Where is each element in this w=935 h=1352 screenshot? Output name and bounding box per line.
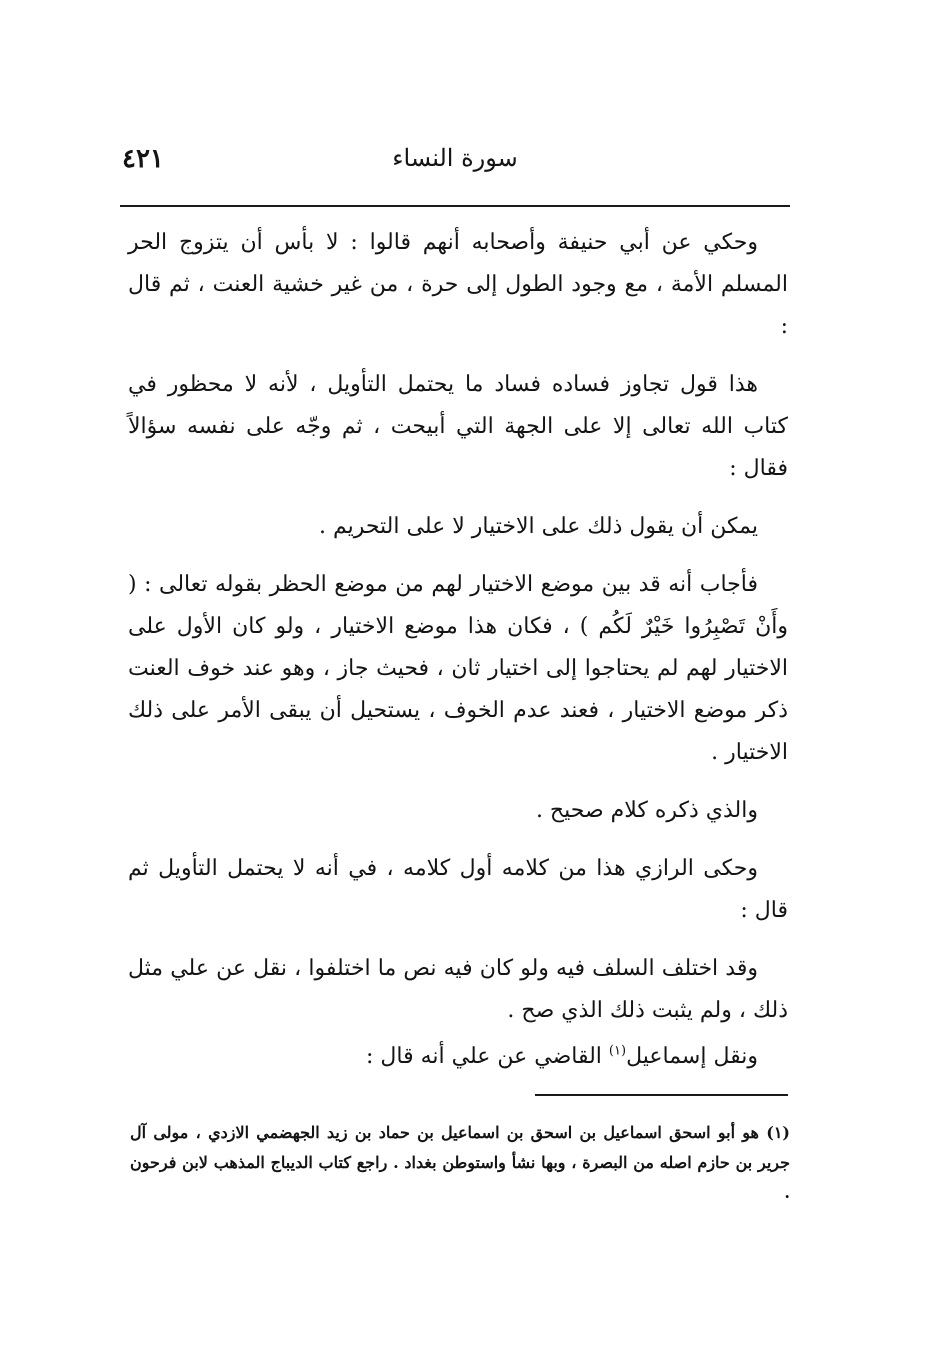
header-divider — [120, 205, 790, 207]
paragraph-3: يمكن أن يقول ذلك على الاختيار لا على التحريم . — [318, 514, 758, 539]
paragraph-4: فأجاب أنه قد بين موضع الاختيار لهم من موضع الحظر بقوله تعالى : ( وأَنْ تَصْبِرُوا خَيْرٌ لَكُم ) ، فكان هذا موضع الاختيار ، ولو كان الأول على الاختيار لهم لم يحتاجوا إلى اختيار ثان ، فحيث جاز ، وهو عند خوف العنت ذكر موضع الاختيار ، فعند عدم الخوف ، يستحيل أن يبقى الأمر على ذلك الاختيار . — [128, 572, 788, 765]
surah-title: سورة النساء — [392, 144, 518, 172]
paragraph-6: وحكى الرازي هذا من كلامه أول كلامه ، في أنه لا يحتمل التأويل ثم قال : — [128, 856, 788, 923]
paragraph-8-end: القاضي عن علي أنه قال : — [366, 1044, 609, 1069]
paragraph-8 — [128, 1036, 788, 1078]
page-number: ٤٢١ — [122, 144, 164, 174]
footnote-divider — [535, 1094, 788, 1096]
main-text — [128, 222, 788, 1094]
paragraph-8-start: ونقل إسماعيل — [626, 1044, 758, 1069]
paragraph-5: والذي ذكره كلام صحيح . — [535, 798, 758, 823]
paragraph-7: وقد اختلف السلف فيه ولو كان فيه نص ما اختلفوا ، نقل عن علي مثل ذلك ، ولم يثبت ذلك الذي صح . — [128, 956, 788, 1023]
footnote: (١) هو أبو اسحق اسماعيل بن اسحق بن اسماعيل بن حماد بن زيد الجهضمي الازدي ، مولى آل جرير بن حازم اصله من البصرة ، وبها نشأ واستوطن بغداد . راجع كتاب الديباج المذهب لابن فرحون . — [130, 1123, 790, 1202]
page-header — [122, 138, 788, 186]
paragraph-1: وحكي عن أبي حنيفة وأصحابه أنهم قالوا : لا بأس أن يتزوج الحر المسلم الأمة ، مع وجود الطول إلى حرة ، من غير خشية العنت ، ثم قال : — [128, 230, 788, 339]
paragraph-2: هذا قول تجاوز فساده فساد ما يحتمل التأويل ، لأنه لا محظور في كتاب الله تعالى إلا على الجهة التي أبيحت ، ثم وجّه على نفسه سؤالاً فقال : — [128, 372, 788, 481]
footnote-marker: (١) — [608, 1043, 627, 1059]
